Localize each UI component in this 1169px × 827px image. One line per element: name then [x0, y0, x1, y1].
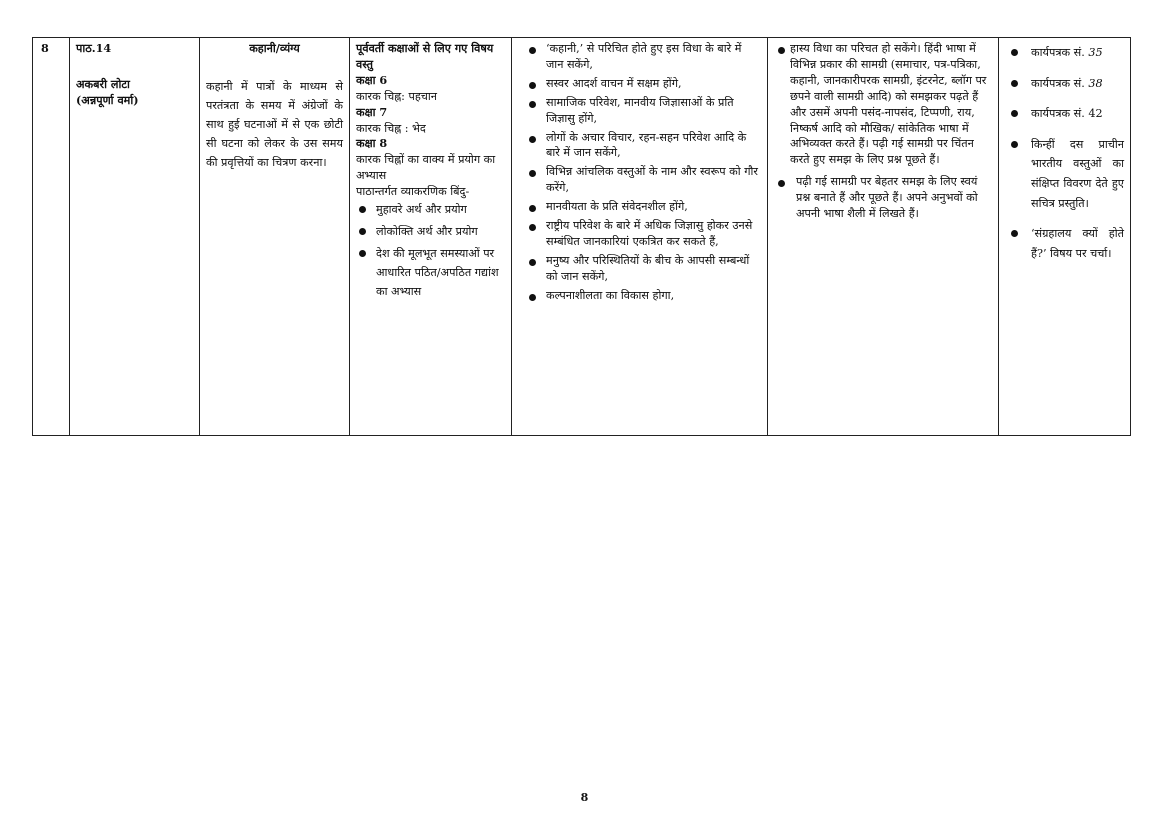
class7-label: कक्षा 7	[356, 104, 388, 119]
list-item: हास्य विधा का परिचत हो सकेंगे। हिंदी भाषा में विभिन्न प्रकार की सामग्री (समाचार, पत्र-पत्रिका, कहानी, जानकारीपरक सामग्री, इंटरनेट, ब्लॉग पर छपने वाली सामग्री आदि) को समझकर पढ़ते हैं और उसमें अपनी पसंद-नापसंद, टिप्पणी, राय, निष्कर्ष आदि को मौखिक/ सांकेतिक भाषा में अभिव्यक्त करते हैं। पढ़ी गई सामग्री पर चिंतन करते हुए समझ के लिए प्रश्न पूछते हैं।	[778, 41, 992, 168]
table-row	[33, 38, 1131, 436]
class6-label: कक्षा 6	[356, 72, 388, 87]
list-item: मानवीयता के प्रति संवेदनशील होंगे,	[526, 199, 761, 215]
list-item: सामाजिक परिवेश, मानवीय जिज्ञासाओं के प्रति जिज्ञासु होंगे,	[526, 95, 761, 127]
genre-cell	[200, 38, 350, 436]
genre-heading: कहानी/व्यंग्य	[249, 41, 300, 55]
lesson-number: पाठ.14	[76, 41, 112, 55]
list-item	[1005, 224, 1124, 263]
class8-text: कारक चिह्नों का वाक्य में प्रयोग का अभ्यास	[356, 153, 496, 183]
list-item: लोकोक्ति अर्थ और प्रयोग	[356, 222, 505, 241]
list-item: मनुष्य और परिस्थितियों के बीच के आपसी सम्बन्धों को जान सकेंगे,	[526, 253, 761, 285]
grammar-heading: पाठान्तर्गत व्याकरणिक बिंदु-	[356, 185, 470, 199]
list-item: राष्ट्रीय परिवेश के बारे में अधिक जिज्ञासु होकर उनसे सम्बंधित जानकारियां एकत्रित कर सकते हैं,	[526, 218, 761, 250]
lesson-title: अकबरी लोटा	[76, 76, 130, 91]
worksheet-number: 35	[1088, 46, 1103, 59]
worksheet-label: कार्यपत्रक सं.	[1031, 76, 1089, 90]
list-item	[1005, 74, 1124, 94]
class8-label: कक्षा 8	[356, 136, 388, 151]
prior-heading: पूर्ववर्ती कक्षाओं से लिए गए विषय वस्तु	[356, 41, 494, 71]
lesson-cell	[70, 38, 200, 436]
curriculum-table	[32, 37, 1131, 436]
list-item: कल्पनाशीलता का विकास होगा,	[526, 288, 761, 304]
activities-cell	[999, 38, 1131, 436]
class6-text: कारक चिह्न: पहचान	[356, 89, 438, 103]
list-item: ‘कहानी,’ से परिचित होते हुए इस विधा के बारे में जान सकेंगे,	[526, 41, 761, 73]
activity-text: किन्हीं दस प्राचीन भारतीय वस्तुओं का संक्षिप्त विवरण देते हुए सचित्र प्रस्तुति।	[1031, 137, 1124, 210]
list-item	[1005, 104, 1124, 124]
page-number: 8	[580, 791, 589, 804]
list-item: मुहावरे अर्थ और प्रयोग	[356, 200, 505, 219]
genre-description: कहानी में पात्रों के माध्यम से परतंत्रता के समय में अंग्रेजों के साथ हुई घटनाओं में से एक छोटी सी घटना को लेकर के उस समय की प्रवृत्तियों का चित्रण करना।	[206, 79, 343, 170]
class7-text: कारक चिह्न : भेद	[356, 121, 426, 135]
serial-number: 8	[41, 41, 49, 55]
learning-cell	[768, 38, 999, 436]
worksheet-number: 38	[1088, 76, 1103, 90]
prior-content-cell	[350, 38, 512, 436]
list-item: लोगों के अचार विचार, रहन-सहन परिवेश आदि के बारे में जान सकेंगे,	[526, 130, 761, 162]
list-item: देश की मूलभूत समस्याओं पर आधारित पठित/अपठित गद्यांश का अभ्यास	[356, 244, 505, 301]
list-item	[1005, 135, 1124, 213]
list-item	[1005, 43, 1124, 63]
outcomes-cell	[512, 38, 768, 436]
worksheet-label: कार्यपत्रक सं.	[1031, 46, 1089, 59]
list-item: सस्वर आदर्श वाचन में सक्षम होंगे,	[526, 76, 761, 92]
list-item: विभिन्न आंचलिक वस्तुओं के नाम और स्वरूप को गौर करेंगे,	[526, 164, 761, 196]
lesson-author: (अन्नपूर्णा वर्मा)	[76, 92, 139, 107]
list-item: पढ़ी गई सामग्री पर बेहतर समझ के लिए स्वयं प्रश्न बनाते हैं और पूछते हैं। अपने अनुभवों को अपनी भाषा शैली में लिखते हैं।	[778, 174, 992, 222]
serial-cell	[33, 38, 70, 436]
worksheet-label: कार्यपत्रक सं. 42	[1031, 107, 1103, 121]
activity-text: ‘संग्रहालय क्यों होते हैं?’ विषय पर चर्चा।	[1031, 227, 1124, 260]
